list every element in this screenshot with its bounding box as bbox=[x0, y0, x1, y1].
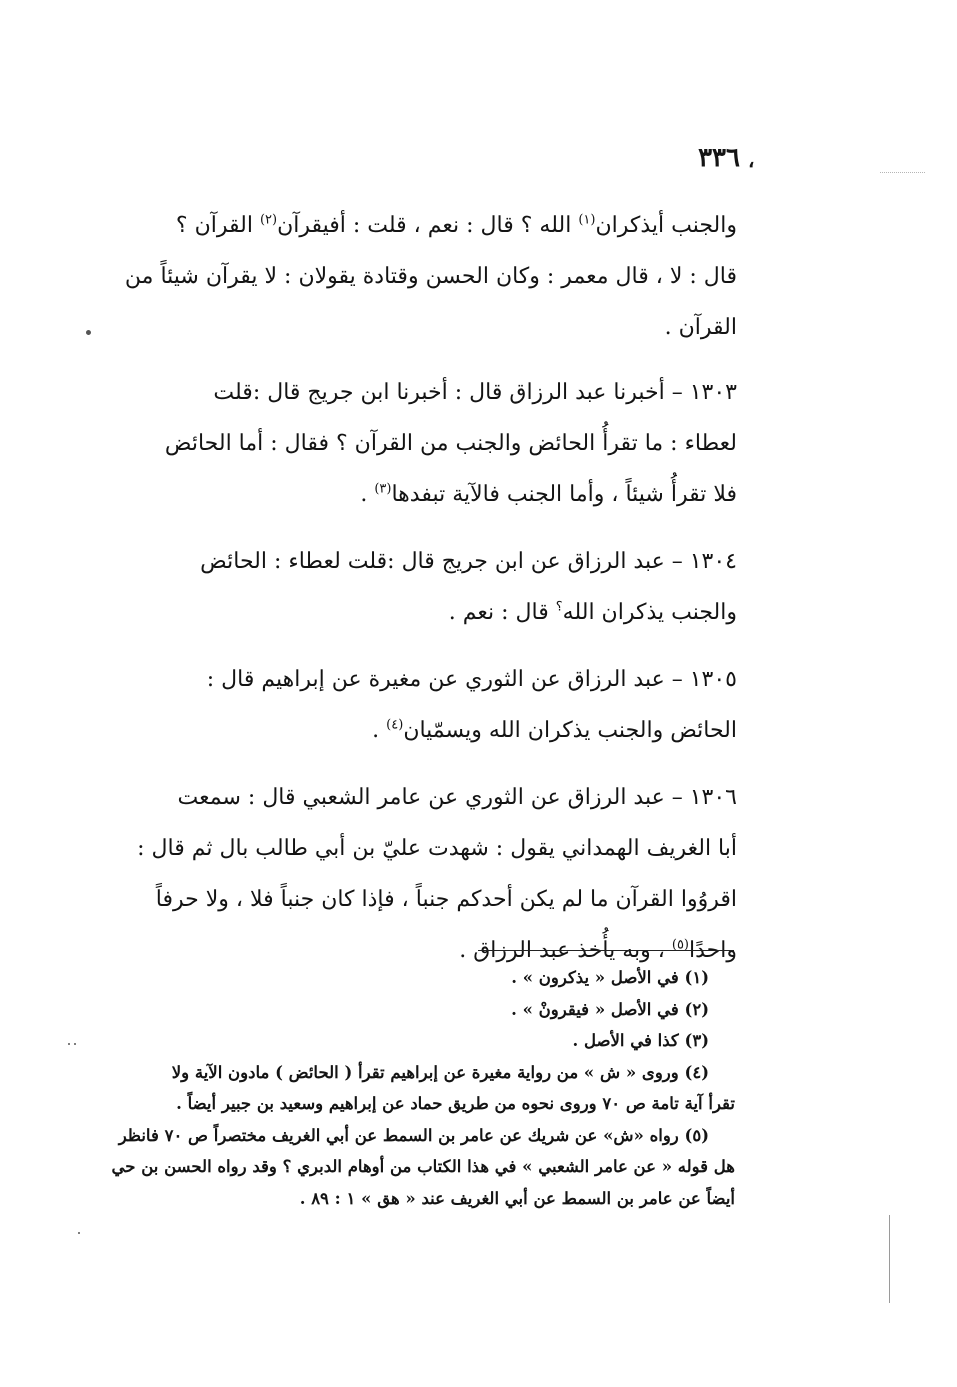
footnote-ref[interactable]: (٣) bbox=[374, 481, 392, 497]
text-run: والجنب أيذكران bbox=[595, 213, 737, 238]
text-run: الحائض والجنب يذكران الله ويسمّيان bbox=[403, 718, 737, 743]
scan-speck bbox=[78, 1232, 80, 1234]
hadith-1305 bbox=[72, 654, 737, 756]
text-run: ، وبه يأُخذ عبد الرزاق . bbox=[459, 938, 672, 963]
footnote-ref[interactable]: (١) bbox=[578, 212, 596, 228]
footnote-ref[interactable]: (٥) bbox=[671, 937, 689, 953]
hadith-1303 bbox=[72, 367, 737, 520]
text-line bbox=[72, 823, 737, 874]
text-run: قال : نعم . bbox=[448, 600, 556, 625]
footnote-line: أيضاً عن عامر بن السمط عن أبي الغريف عند « هق » ١ : ٨٩ . bbox=[299, 1188, 735, 1208]
scan-speck bbox=[74, 1043, 76, 1045]
footnote-1: (١) في الأصل « يذكرون » . bbox=[511, 968, 709, 987]
footnote-3: (٣) كذا في الأصل . bbox=[572, 1031, 709, 1050]
footnote-5 bbox=[60, 1120, 735, 1215]
footnotes bbox=[60, 962, 735, 1214]
footnote-line: تقرأ آية تامة ص ٧٠ وروى نحوه من طريق حماد عن إبراهيم وسعيد بن جبير أيضاً . bbox=[176, 1094, 735, 1113]
text-line bbox=[72, 874, 737, 925]
scan-speck bbox=[68, 1043, 70, 1045]
scan-edge-line bbox=[889, 1215, 890, 1303]
text-run: قال : لا ، قال معمر : وكان الحسن وقتادة يقولان : لا يقرآن شيئاً من bbox=[124, 264, 737, 289]
text-line bbox=[72, 367, 737, 418]
page-number-mark: ، bbox=[748, 148, 755, 172]
text-line bbox=[72, 302, 737, 353]
main-text bbox=[72, 200, 737, 992]
page-number: ٣٣٦ bbox=[698, 143, 740, 173]
text-run: اقروُوا القرآن ما لم يكن أحدكم جنباً ، فإذا كان جنباً فلا ، ولا حرفاً bbox=[155, 887, 737, 912]
text-run: القرآن ؟ bbox=[175, 213, 260, 238]
hadith-1304 bbox=[72, 536, 737, 638]
text-line bbox=[72, 654, 737, 705]
text-line bbox=[72, 587, 737, 638]
text-line bbox=[72, 251, 737, 302]
text-line bbox=[72, 772, 737, 823]
text-run: ١٣٠٣ – أخبرنا عبد الرزاق قال : أخبرنا ابن جريج قال :قلت bbox=[213, 380, 737, 405]
text-run: ١٣٠٥ – عبد الرزاق عن الثوري عن مغيرة عن إبراهيم قال : bbox=[206, 667, 737, 692]
text-run: أبا الغريف الهمداني يقول : شهدت عليّ بن أبي طالب بال ثم قال : bbox=[137, 836, 737, 861]
text-run: القرآن . bbox=[664, 315, 737, 340]
text-line bbox=[72, 418, 737, 469]
paragraph-continuation bbox=[72, 200, 737, 353]
text-run: . bbox=[372, 718, 387, 743]
text-run: الله ؟ قال : نعم ، قلت : أفيقرآن bbox=[277, 213, 579, 238]
hadith-1306 bbox=[72, 772, 737, 976]
footnote-separator bbox=[478, 950, 734, 951]
footnote-line: (٤) وروى « ش » من رواية مغيرة عن إبراهيم تقرأ ( الحائض ) مادون الآية ولا bbox=[171, 1062, 709, 1082]
text-line bbox=[72, 705, 737, 756]
text-run: ١٣٠٦ – عبد الرزاق عن الثوري عن عامر الشعبي قال : سمعت bbox=[177, 785, 737, 810]
text-run: ١٣٠٤ – عبد الرزاق عن ابن جريج قال :قلت لعطاء : الحائض bbox=[200, 549, 737, 574]
footnote-ref: ؟ bbox=[555, 599, 563, 615]
text-run: والجنب يذكران الله bbox=[562, 600, 737, 625]
footnote-line: (٥) رواه «ش» عن شريك عن عامر بن السمط عن أبي الغريف مختصراً ص ٧٠ فانظر bbox=[118, 1125, 709, 1145]
text-line bbox=[72, 469, 737, 520]
text-run: . bbox=[360, 482, 375, 507]
footnote-4 bbox=[60, 1057, 735, 1120]
footnote-ref[interactable]: (٢) bbox=[259, 212, 278, 228]
text-run: واحدًا bbox=[689, 938, 737, 963]
text-line bbox=[72, 536, 737, 587]
footnote-ref[interactable]: (٤) bbox=[386, 717, 404, 733]
text-line bbox=[72, 200, 737, 251]
footnote-2: (٢) في الأصل « فيقرونْ » . bbox=[511, 999, 709, 1019]
text-run: لعطاء : ما تقرأُ الحائض والجنب من القرآن ؟ فقال : أما الحائض bbox=[164, 431, 737, 456]
footnote-line: هل قوله « عن عامر الشعبي » في هذا الكتاب من أوهام الدبري ؟ وقد رواه الحسن بن حي bbox=[111, 1157, 735, 1176]
text-run: فلا تقرأُ شيئاً ، وأما الجنب فالآية تبفدها bbox=[391, 482, 737, 507]
scan-edge-mark bbox=[880, 172, 925, 173]
